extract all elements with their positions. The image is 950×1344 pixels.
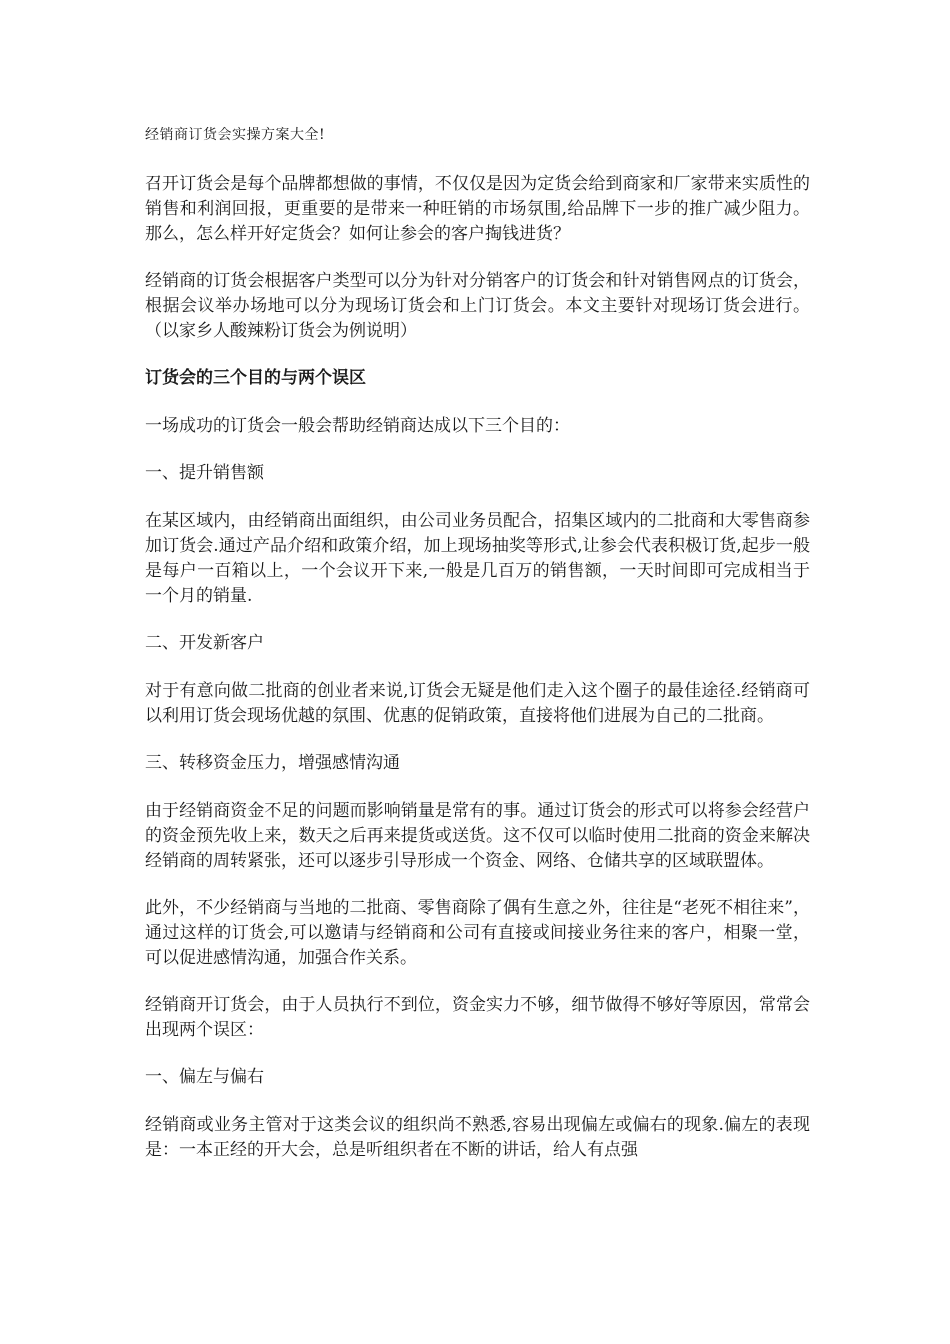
mistakes-intro-paragraph: 经销商开订货会，由于人员执行不到位，资金实力不够，细节做得不够好等原因，常常会出现两个误区：	[145, 995, 810, 1040]
document-title: 经销商订货会实操方案大全!	[145, 127, 326, 143]
purpose-3-heading: 三、转移资金压力，增强感情沟通	[145, 753, 400, 773]
mistake-1-heading: 一、偏左与偏右	[145, 1067, 264, 1087]
purpose-2-paragraph: 对于有意向做二批商的创业者来说,订货会无疑是他们走入这个圈子的最佳途径.经销商可以利用订货会现场优越的氛围、优惠的促销政策，直接将他们进展为自己的二批商。	[145, 681, 810, 726]
purpose-3-paragraph-2: 此外，不少经销商与当地的二批商、零售商除了偶有生意之外，往往是“老死不相往来”，通过这样的订货会,可以邀请与经销商和公司有直接或间接业务往来的客户，相聚一堂，可以促进感情沟通，加强合作关系。	[145, 898, 810, 968]
intro-paragraph-1: 召开订货会是每个品牌都想做的事情，不仅仅是因为定货会给到商家和厂家带来实质性的销售和利润回报，更重要的是带来一种旺销的市场氛围,给品牌下一步的推广减少阻力。那么，怎么样开好定货会？如何让参会的客户掏钱进货？	[145, 174, 810, 244]
intro-paragraph-2: 经销商的订货会根据客户类型可以分为针对分销客户的订货会和针对销售网点的订货会，根据会议举办场地可以分为现场订货会和上门订货会。本文主要针对现场订货会进行。（以家乡人酸辣粉订货会为例说明）	[145, 271, 810, 341]
section-heading-purposes-and-mistakes: 订货会的三个目的与两个误区	[145, 368, 366, 388]
document-page	[145, 124, 810, 1185]
purpose-1-heading: 一、提升销售额	[145, 463, 264, 483]
mistake-1-paragraph: 经销商或业务主管对于这类会议的组织尚不熟悉,容易出现偏左或偏右的现象.偏左的表现是：一本正经的开大会，总是听组织者在不断的讲话，给人有点强	[145, 1115, 810, 1160]
purpose-intro-paragraph: 一场成功的订货会一般会帮助经销商达成以下三个目的：	[145, 416, 570, 436]
purpose-2-heading: 二、开发新客户	[145, 633, 264, 653]
purpose-1-paragraph: 在某区域内，由经销商出面组织，由公司业务员配合，招集区域内的二批商和大零售商参加订货会.通过产品介绍和政策介绍，加上现场抽奖等形式,让参会代表积极订货,起步一般是每户一百箱以上，一个会议开下来,一般是几百万的销售额，一天时间即可完成相当于一个月的销量.	[145, 511, 810, 606]
purpose-3-paragraph-1: 由于经销商资金不足的问题而影响销量是常有的事。通过订货会的形式可以将参会经营户的资金预先收上来，数天之后再来提货或送货。这不仅可以临时使用二批商的资金来解决经销商的周转紧张，还可以逐步引导形成一个资金、网络、仓储共享的区域联盟体。	[145, 801, 810, 871]
